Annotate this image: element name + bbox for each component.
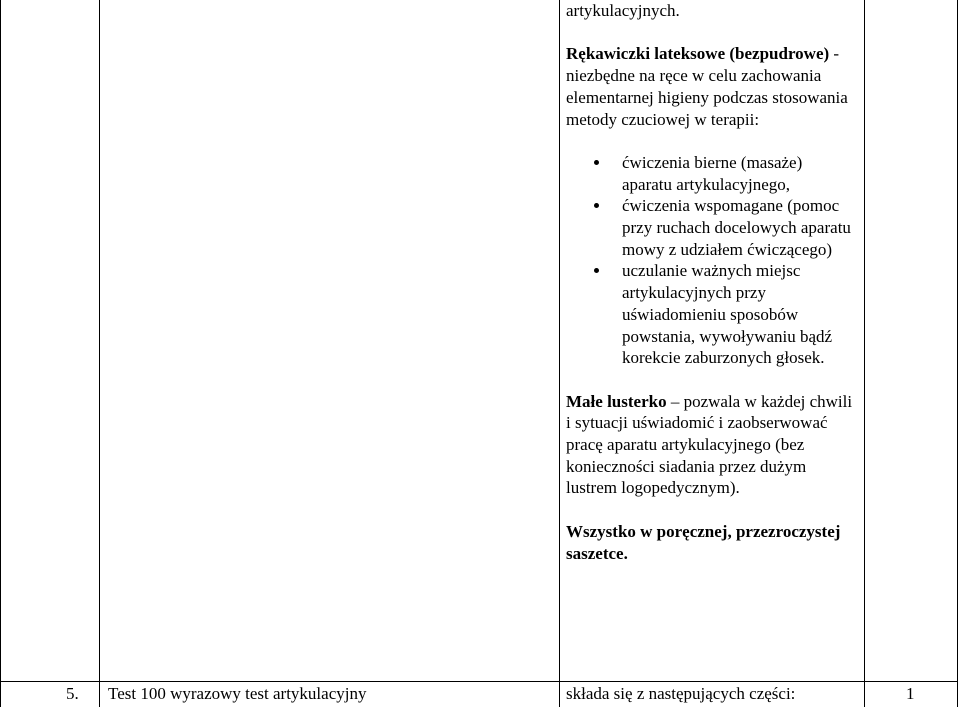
description-cell — [566, 0, 856, 564]
list-item: ćwiczenia bierne (masaże) aparatu artykulacyjnego, — [566, 152, 856, 195]
table-row-divider — [0, 681, 958, 682]
table-divider-1 — [99, 0, 100, 707]
bag-note: Wszystko w poręcznej, przezroczystej saszetce. — [566, 521, 841, 563]
table-divider-3 — [864, 0, 865, 707]
table-border-right — [957, 0, 958, 707]
bullet-icon — [594, 203, 599, 208]
gloves-paragraph — [566, 43, 856, 130]
bullet-icon — [594, 268, 599, 273]
top-fragment: artykulacyjnych. — [566, 1, 680, 20]
mirror-text: – pozwala w każdej chwili i sytuacji uświadomić i zaobserwować pracę aparatu artykulacyjnego (bez konieczności siadania przez dużym lustrem logopedycznym). — [566, 391, 853, 498]
gloves-title: Rękawiczki lateksowe (bezpudrowe) — [566, 44, 830, 64]
table-border-left — [0, 0, 1, 707]
gloves-text: - niezbędne na ręce w celu zachowania elementarnej higieny podczas stosowania metody czuciowej w terapii: — [566, 44, 848, 129]
row5-quantity: 1 — [906, 684, 915, 703]
therapy-bullet-list — [566, 152, 856, 369]
list-item: ćwiczenia wspomagane (pomoc przy ruchach docelowych aparatu mowy z udziałem ćwiczącego) — [566, 195, 856, 260]
list-item: uczulanie ważnych miejsc artykulacyjnych przy uświadomieniu sposobów powstania, wywoływaniu bądź korekcie zaburzonych głosek. — [566, 260, 856, 369]
mirror-paragraph — [566, 391, 856, 500]
bullet-icon — [594, 160, 599, 165]
row5-name: Test 100 wyrazowy test artykulacyjny — [108, 684, 367, 703]
row5-description: składa się z następujących części: — [566, 684, 796, 703]
row5-number: 5. — [66, 684, 79, 703]
table-divider-2 — [559, 0, 560, 707]
mirror-title: Małe lusterko — [566, 391, 667, 411]
